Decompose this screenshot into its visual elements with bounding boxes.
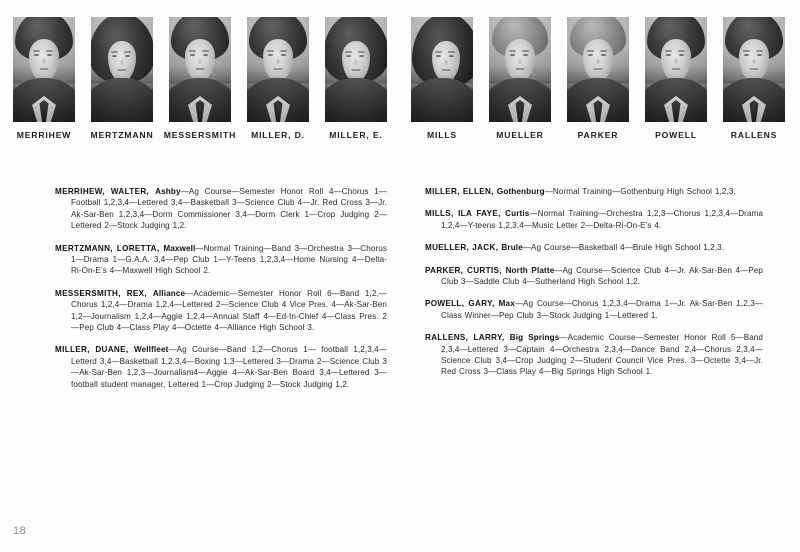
portrait-photo [325,17,387,122]
bio-activities: —Ag Course—Band 1,2—Chorus 1— football 1,2,3,4—Letterd 3,4—Basketball 1,2,3,4—Boxing 1,3—Lettered 3—Drama 2—Science Club 3—Ak-Sar-Ben 1,2,3—Journalism4—Aggie 4—Ak-Sar-Ben Board 3,4—Lettered 3—football student manager, Lettered 1—Crop Judging 2—Stock Judging 1,2. [71,345,387,389]
bio-entry [55,288,387,334]
bio-student-name: MERTZMANN, LORETTA, [55,243,164,253]
portrait-photo [169,17,231,122]
portrait-photo [13,17,75,122]
bio-hometown: Curtis [505,209,530,219]
bio-entry [55,344,387,390]
bio-text [425,186,763,197]
nose [121,60,124,65]
nose [199,59,202,64]
bio-hometown: Big Springs [509,333,560,343]
bio-activities: —Ag Course—Semester Honor Roll 4—Chorus 1—Football 1,2,3,4—Lettered 3,4—Basketball 3—Science Club 4—Jr. Red Cross 3—Jr. Ak-Sar-Ben 1,2,3,4—Dorm Commissioner 3,4—Dorm Clerk 1—Crop Judging 2—Lettered 2—Stock Judging 1,2. [71,187,387,231]
shoulders [411,78,473,122]
portrait-photo-row [0,0,800,155]
portrait-cell [723,17,785,140]
bio-entry [55,243,387,277]
bio-activities: —Ag Course—Basketball 4—Brule High School 1,2,3. [522,243,725,253]
nose [277,59,280,64]
nose [675,59,678,64]
portrait-cell [411,17,473,140]
bio-activities: —Ag Course—Chorus 1,2,3,4—Drama 1—Jr. Ak-Sar-Ben 1,2,3—Class Winner—Pep Club 3—Stock Judging 1—Lettered 1. [441,299,763,320]
bio-student-name: MILLER, ELLEN, [425,187,497,196]
bio-entry [425,242,763,253]
mouth [118,69,127,71]
nose [355,60,358,65]
eyebrow-right [358,51,365,53]
bio-text [425,208,763,231]
eyebrow-right [448,51,455,53]
portrait-caption: RALLENS [730,130,778,140]
bio-entry [425,208,763,231]
nose [753,59,756,64]
portrait-photo [91,17,153,122]
bio-hometown: Gothenburg [496,187,545,196]
bio-student-name: MESSERSMITH, REX, [55,288,153,298]
portrait-caption: MILLER, E. [329,130,383,140]
eyebrow-left [267,50,274,52]
eyebrow-left [743,50,750,52]
portrait-cell [325,17,387,140]
bio-student-name: MILLS, ILA FAYE, [425,209,506,219]
portrait-caption: POWELL [655,130,697,140]
mouth [40,68,49,70]
bio-hometown: North Platte [505,265,555,275]
bio-hometown: Max [498,299,515,309]
bio-text [55,288,387,334]
portrait-cell [163,17,237,140]
eyebrow-left [345,51,352,53]
bio-activities: —Normal Training—Band 3—Orchestra 3—Chorus 1—Drama 1—G.A.A. 3,4—Pep Club 1—Y-Teens 1,2,3,4—Home Nursing 4—Delta-Ri-On-E’s 4—Maxwell High School 2. [71,243,387,276]
mouth [672,68,681,70]
bio-text [55,243,387,277]
bio-hometown: Alliance [152,288,186,298]
eyebrow-right [46,50,53,52]
bio-activities: —Ag Course—Science Club 4—Jr. Ak-Sar-Ben 4—Pep Club 3—Saddle Club 4—Sutherland High School 1,2. [441,265,763,287]
bio-text [55,186,387,232]
nose [445,60,448,65]
portrait-photo [723,17,785,122]
portrait-photo [489,17,551,122]
mouth [516,68,525,70]
portrait-caption: MESSERSMITH [163,130,237,140]
mouth [274,68,283,70]
bio-entry [425,298,763,321]
bio-student-name: MERRIHEW, WALTER, [55,187,156,196]
bio-student-name: RALLENS, LARRY, [425,333,510,343]
bio-entry [55,186,387,232]
bio-student-name: MILLER, DUANE, [55,345,134,355]
portrait-photo [567,17,629,122]
bio-entry [425,265,763,288]
portrait-caption: MERRIHEW [16,130,72,140]
portrait-cell [247,17,309,140]
portrait-caption: MILLER, D. [251,130,305,140]
portrait-cell [90,17,154,140]
mouth [196,68,205,70]
bio-activities: —Academic—Semester Honor Roll 6—Band 1,2,—Chorus 1,2,4—Drama 1,2,4—Lettered 2—Science Club 4 Vice Pres. 4—Ak-Sar-Ben 1,2—Journalism 1,2,4—Aggie 1,2,4—Annual Staff 4—Ed-In-Chief 4—Class Pres. 2—Pep Club 4—Class Play 4—Octette 4—Alliance High School 3. [71,288,387,333]
portrait-caption: MUELLER [496,130,544,140]
portrait-photo [645,17,707,122]
bio-text [425,265,763,288]
portrait-photo [411,17,473,122]
bio-text [55,344,387,390]
nose [597,59,600,64]
portrait-cell [489,17,551,140]
eyebrow-right [124,51,131,53]
eyebrow-left [665,50,672,52]
portrait-caption: MERTZMANN [90,130,154,140]
bio-student-name: PARKER, CURTIS, [425,265,506,275]
mouth [594,68,603,70]
bio-activities: —Normal Training—Orchestra 1,2,3—Chorus 1,2,3,4—Drama 1,2,4—Y-teens 1,2,3,4—Music Letter 2—Delta-Ri-On-E’s 4. [441,209,763,230]
bio-text [425,332,763,378]
eyebrow-left [587,50,594,52]
bio-text [425,242,763,253]
portrait-caption: MILLS [426,130,458,140]
bio-entry [425,332,763,378]
eyebrow-left [189,50,196,52]
eyebrow-right [756,50,763,52]
bio-hometown: Maxwell [163,243,196,253]
bio-activities: —Normal Training—Gothenburg High School 1,2,3. [544,187,736,196]
nose [43,59,46,64]
mouth [750,68,759,70]
bio-column-left [55,186,387,401]
eyebrow-right [280,50,287,52]
eyebrow-right [600,50,607,52]
portrait-photo [247,17,309,122]
mouth [352,69,361,71]
eyebrow-right [678,50,685,52]
bio-hometown: Wellfleet [133,345,169,355]
nose [519,59,522,64]
bio-activities: —Academic Course—Semester Honor Roll 5—Band 2,3,4—Lettered 3—Captain 4—Orchestra 2,3,4—Dance Band 2,4—Chorus 2,3,4—Science Club 3,4—Crop Judging 2—Student Council Vice Pres. 3—Octette 3,4—Jr. Red Cross 3—Class Play 4—Big Springs High School 1. [441,333,763,377]
bio-student-name: POWELL, GARY, [425,299,499,309]
bio-column-right [425,186,763,389]
bio-entry [425,186,763,197]
mouth [442,69,451,71]
shoulders [325,78,387,122]
bio-hometown: Brule [501,243,523,253]
portrait-cell [13,17,75,140]
portrait-cell [567,17,629,140]
portrait-caption: PARKER [577,130,619,140]
bio-hometown: Ashby [155,187,181,196]
eyebrow-left [111,51,118,53]
eyebrow-right [522,50,529,52]
eyebrow-right [202,50,209,52]
page-number: 18 [13,525,27,537]
biography-columns [0,186,800,486]
eyebrow-left [435,51,442,53]
eyebrow-left [509,50,516,52]
eyebrow-left [33,50,40,52]
portrait-cell [645,17,707,140]
bio-text [425,298,763,321]
bio-student-name: MUELLER, JACK, [425,243,502,253]
shoulders [91,78,153,122]
